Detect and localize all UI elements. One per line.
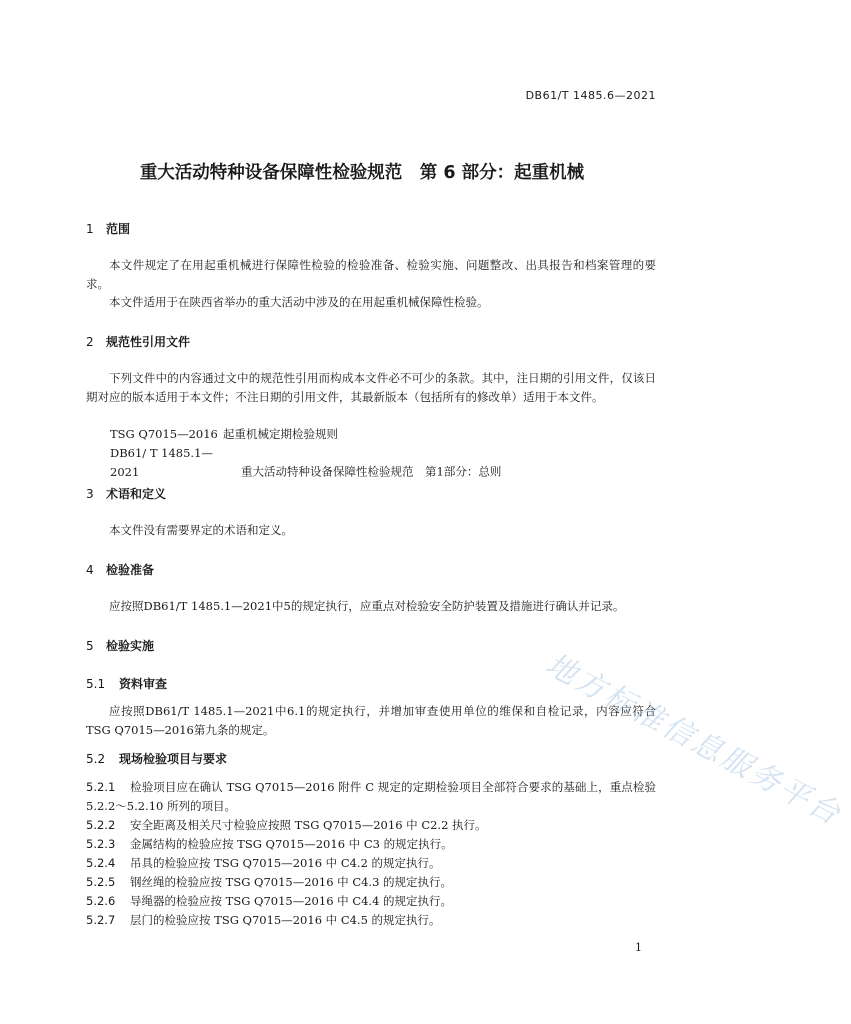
reference-item: [110, 425, 680, 444]
clause-text: 钢丝绳的检验应按 TSG Q7015—2016 中 C4.3 的规定执行。: [130, 875, 453, 889]
subsection-number: 5.2: [86, 752, 106, 766]
clause-5-2-2: [86, 816, 656, 835]
clause-number: 5.2.6: [86, 894, 116, 908]
clause-5-2-5: [86, 873, 656, 892]
section-title: 规范性引用文件: [106, 335, 191, 349]
section-1-heading: [86, 220, 130, 237]
clause-5-2-4: [86, 854, 656, 873]
subsection-number: 5.1: [86, 677, 106, 691]
watermark: 地方标准信息服务平台: [539, 647, 848, 833]
section-3-heading: [86, 485, 166, 502]
clause-5-2-6: [86, 892, 656, 911]
reference-name: 重大活动特种设备保障性检验规范 第1部分：总则: [241, 464, 502, 479]
document-title: 重大活动特种设备保障性检验规范 第 6 部分：起重机械: [139, 163, 585, 183]
section-title: 检验准备: [106, 563, 155, 577]
section-title: 范围: [106, 222, 131, 236]
subsection-title: 资料审查: [119, 677, 168, 691]
section-4-heading: [86, 561, 154, 578]
section-1-paragraph-2: 本文件适用于在陕西省举办的重大活动中涉及的在用起重机械保障性检验。: [109, 295, 489, 309]
clause-number: 5.2.1: [86, 780, 116, 794]
section-number: 2: [86, 335, 94, 349]
standard-code: DB61/T 1485.6—2021: [525, 89, 656, 102]
reference-name: 起重机械定期检验规则: [223, 427, 338, 441]
clause-5-2-3: [86, 835, 656, 854]
section-number: 3: [86, 487, 94, 501]
reference-code: DB61/ T 1485.1—2021: [110, 446, 213, 479]
section-number: 1: [86, 222, 94, 236]
reference-code: TSG Q7015—2016: [110, 427, 218, 441]
clause-text: 层门的检验应按 TSG Q7015—2016 中 C4.5 的规定执行。: [130, 913, 441, 927]
section-2-paragraph-1: 下列文件中的内容通过文中的规范性引用而构成本文件必不可少的条款。其中，注日期的引用文件，仅该日期对应的版本适用于本文件；不注日期的引用文件，其最新版本（包括所有的修改单）适用于本文件。: [86, 371, 656, 404]
subsection-5-2-heading: [86, 750, 227, 767]
page-number: 1: [635, 941, 642, 954]
clause-number: 5.2.4: [86, 856, 116, 870]
clause-text: 安全距离及相关尺寸检验应按照 TSG Q7015—2016 中 C2.2 执行。: [130, 818, 487, 832]
section-3-paragraph-1: 本文件没有需要界定的术语和定义。: [109, 523, 293, 537]
section-title: 术语和定义: [106, 487, 167, 501]
clause-text: 导绳器的检验应按 TSG Q7015—2016 中 C4.4 的规定执行。: [130, 894, 453, 908]
section-2-heading: [86, 333, 190, 350]
subsection-5-1-heading: [86, 675, 167, 692]
clause-number: 5.2.2: [86, 818, 116, 832]
clause-text: 金属结构的检验应按 TSG Q7015—2016 中 C3 的规定执行。: [130, 837, 453, 851]
section-5-heading: [86, 637, 154, 654]
section-number: 4: [86, 563, 94, 577]
clause-5-2-7: [86, 911, 656, 930]
clause-number: 5.2.7: [86, 913, 116, 927]
clause-text: 吊具的检验应按 TSG Q7015—2016 中 C4.2 的规定执行。: [130, 856, 441, 870]
clause-number: 5.2.3: [86, 837, 116, 851]
clause-text: 检验项目应在确认 TSG Q7015—2016 附件 C 规定的定期检验项目全部符合要求的基础上，重点检验 5.2.2～5.2.10 所列的项目。: [86, 780, 656, 813]
subsection-title: 现场检验项目与要求: [119, 752, 228, 766]
clause-5-2-1: [86, 778, 656, 815]
clause-number: 5.2.5: [86, 875, 116, 889]
section-1-paragraph-1: 本文件规定了在用起重机械进行保障性检验的检验准备、检验实施、问题整改、出具报告和档案管理的要求。: [86, 258, 656, 291]
section-title: 检验实施: [106, 639, 155, 653]
subsection-5-1-paragraph: 应按照DB61/T 1485.1—2021中6.1的规定执行，并增加审查使用单位的维保和自检记录，内容应符合TSG Q7015—2016第九条的规定。: [86, 704, 656, 737]
reference-item: [110, 444, 680, 481]
section-number: 5: [86, 639, 94, 653]
section-4-paragraph-1: 应按照DB61/T 1485.1—2021中5的规定执行，应重点对检验安全防护装置及措施进行确认并记录。: [109, 599, 625, 613]
